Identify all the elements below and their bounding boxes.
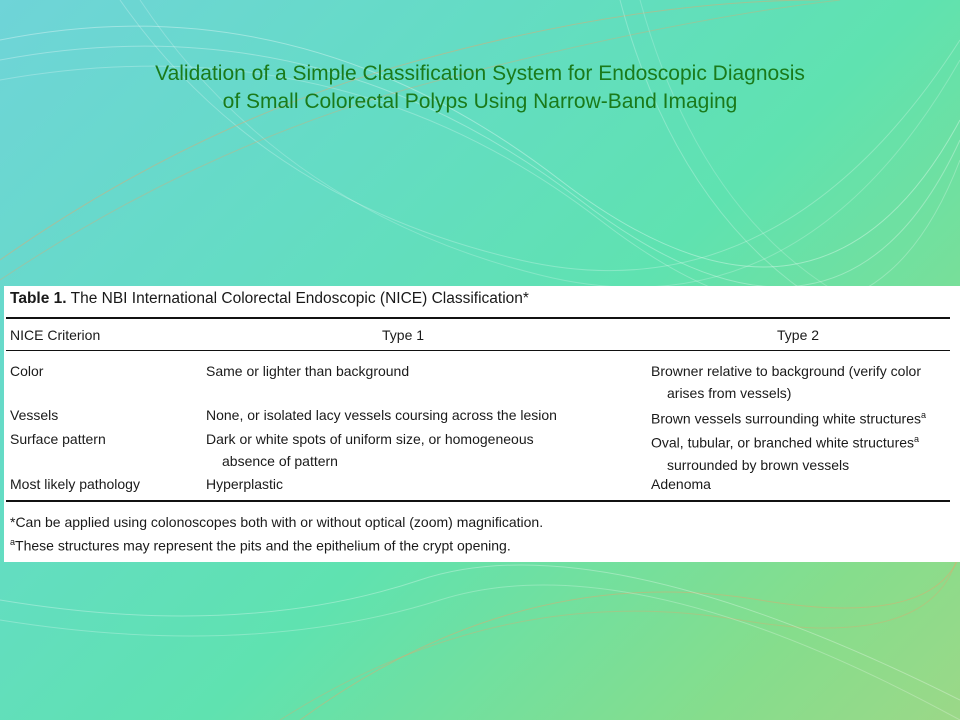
footnote-a-mark: a xyxy=(10,537,16,547)
footnote-a xyxy=(10,537,511,554)
row-color-type-2 xyxy=(651,360,921,404)
table-caption xyxy=(10,290,529,308)
row-color-type-2-line-1: Browner relative to background (verify color xyxy=(651,363,922,379)
header-type-2: Type 2 xyxy=(777,327,820,343)
table-caption-label: Table 1. xyxy=(10,290,67,307)
row-vessels-type-2-line: Brown vessels surrounding white structures xyxy=(651,410,922,427)
footnote-marker-a: a xyxy=(921,410,927,420)
header-type-1: Type 1 xyxy=(382,327,425,343)
table-caption-text: The NBI International Colorectal Endoscopic (NICE) Classification* xyxy=(66,290,529,307)
slide-title-line-1: Validation of a Simple Classification System for Endoscopic Diagnosis xyxy=(155,62,805,85)
row-vessels-criterion: Vessels xyxy=(10,407,59,423)
footnote-a-text: These structures may represent the pits and the epithelium of the crypt opening. xyxy=(15,537,511,554)
footnote-marker-a: a xyxy=(914,434,920,444)
slide-title-line-2: of Small Colorectal Polyps Using Narrow-Band Imaging xyxy=(222,90,738,113)
row-pathology-criterion: Most likely pathology xyxy=(10,476,140,492)
row-vessels-type-1-line: None, or isolated lacy vessels coursing across the lesion xyxy=(206,407,557,423)
header-criterion: NICE Criterion xyxy=(10,327,101,343)
row-pathology-type-2: Adenoma xyxy=(651,476,711,492)
slide-title xyxy=(40,60,920,116)
row-surface-type-1 xyxy=(206,428,534,472)
row-color-type-2-line-2: arises from vessels) xyxy=(667,385,792,401)
table-top-rule xyxy=(6,317,950,319)
row-vessels-type-1 xyxy=(206,404,557,426)
row-surface-criterion: Surface pattern xyxy=(10,431,106,447)
row-surface-type-1-line-1: Dark or white spots of uniform size, or homogeneous xyxy=(206,431,534,447)
row-color-type-1 xyxy=(206,360,409,382)
row-vessels-type-2 xyxy=(651,404,926,430)
row-surface-type-2-line-2: surrounded by brown vessels xyxy=(667,456,850,473)
footnote-star: *Can be applied using colonoscopes both with or without optical (zoom) magnification. xyxy=(10,514,544,530)
row-surface-type-1-line-2: absence of pattern xyxy=(222,453,338,469)
row-color-type-1-line: Same or lighter than background xyxy=(206,363,410,379)
row-surface-type-2-line-1: Oval, tubular, or branched white structures xyxy=(651,434,915,451)
classification-table xyxy=(4,286,960,562)
row-color-criterion: Color xyxy=(10,363,44,379)
table-header-rule xyxy=(6,350,950,351)
row-surface-type-2 xyxy=(651,428,919,476)
row-pathology-type-1: Hyperplastic xyxy=(206,476,284,492)
table-bottom-rule xyxy=(6,500,950,502)
